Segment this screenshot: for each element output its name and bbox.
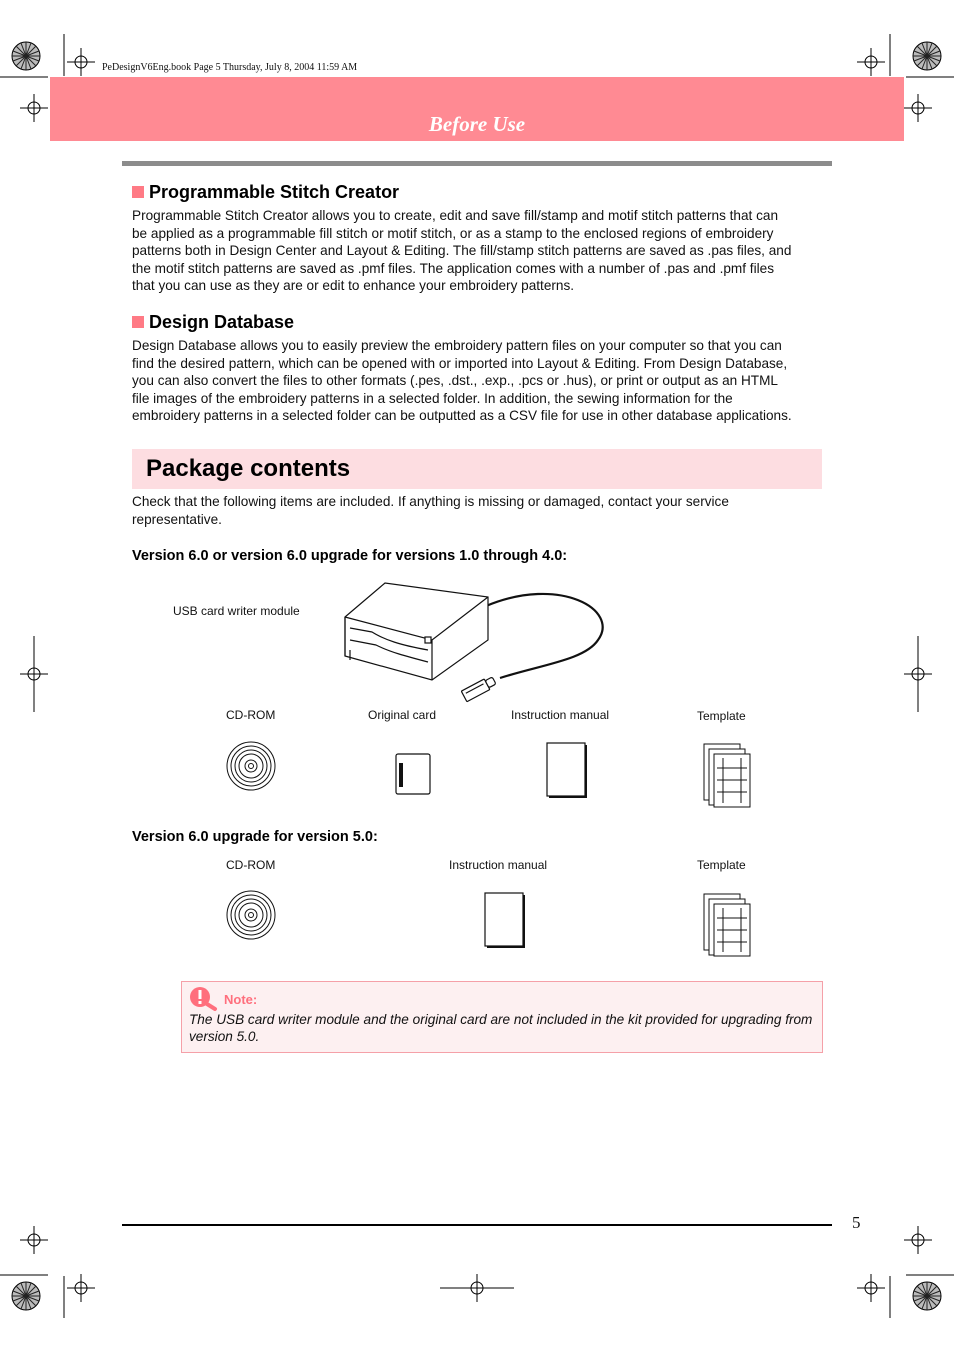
item-label-template: Template xyxy=(697,709,746,723)
package-title: Package contents xyxy=(146,455,351,482)
note-text xyxy=(189,1011,819,1045)
text-line: the motif stitch patterns are saved as .pmf files. The application comes with a number of .pas and .pmf files xyxy=(132,260,774,276)
text-line: file images of the embroidery patterns in a selected folder. In addition, the sewing information for the xyxy=(132,390,733,406)
text-line: that you can use as they are or edit to enhance your embroidery patterns. xyxy=(132,278,575,294)
usb-card-writer-label: USB card writer module xyxy=(173,604,300,618)
item-label-instruction-manual: Instruction manual xyxy=(511,708,610,722)
note-label: Note: xyxy=(224,992,258,1007)
bottom-divider xyxy=(122,1224,832,1226)
text-line: The USB card writer module and the original card are not included in the kit provided for upgrading from xyxy=(189,1012,813,1027)
text-line: Programmable Stitch Creator allows you to create, edit and save fill/stamp and motif stitch patterns that can xyxy=(132,208,779,223)
text-line: find the desired pattern, which can be opened with or imported into Layout & Editing. From Design Database, xyxy=(132,355,788,371)
text-line: representative. xyxy=(132,511,222,527)
text-line: be applied as a programmable fill stitch or motif stitch, or as a stamp to the enclosed regions of embroidery xyxy=(132,225,774,241)
text-line: embroidery patterns in a selected folder can be outputted as a CSV file for use in other database applications. xyxy=(132,408,792,424)
chapter-title: Before Use xyxy=(428,112,526,136)
item-label-template: Template xyxy=(697,858,746,872)
text-line: patterns both in Design Center and Layout & Editing. The fill/stamp stitch patterns are saved as .pas files, and xyxy=(132,243,792,259)
item-label-instruction-manual: Instruction manual xyxy=(449,858,548,872)
item-label-cd-rom: CD-ROM xyxy=(226,858,276,872)
group1-heading: Version 6.0 or version 6.0 upgrade for versions 1.0 through 4.0: xyxy=(132,548,568,564)
text-line: version 5.0. xyxy=(189,1029,260,1044)
group2-heading: Version 6.0 upgrade for version 5.0: xyxy=(132,829,378,845)
page-number: 5 xyxy=(852,1213,861,1232)
section-heading-programmable-stitch-creator: Programmable Stitch Creator xyxy=(132,182,399,203)
section-heading-design-database: Design Database xyxy=(132,312,294,333)
item-label-cd-rom: CD-ROM xyxy=(226,708,276,722)
item-label-original-card: Original card xyxy=(368,708,437,722)
text-line: you can also convert the files to other formats (.pes, .dst., .exp., .pcs or .hus), or print or output as an HTML xyxy=(132,373,778,389)
text-line: Design Database allows you to easily preview the embroidery pattern files on your computer so that you can xyxy=(132,338,782,353)
text-line: Check that the following items are included. If anything is missing or damaged, contact your service xyxy=(132,494,729,509)
book-info-line: PeDesignV6Eng.book Page 5 Thursday, July 8, 2004 11:59 AM xyxy=(102,62,358,73)
